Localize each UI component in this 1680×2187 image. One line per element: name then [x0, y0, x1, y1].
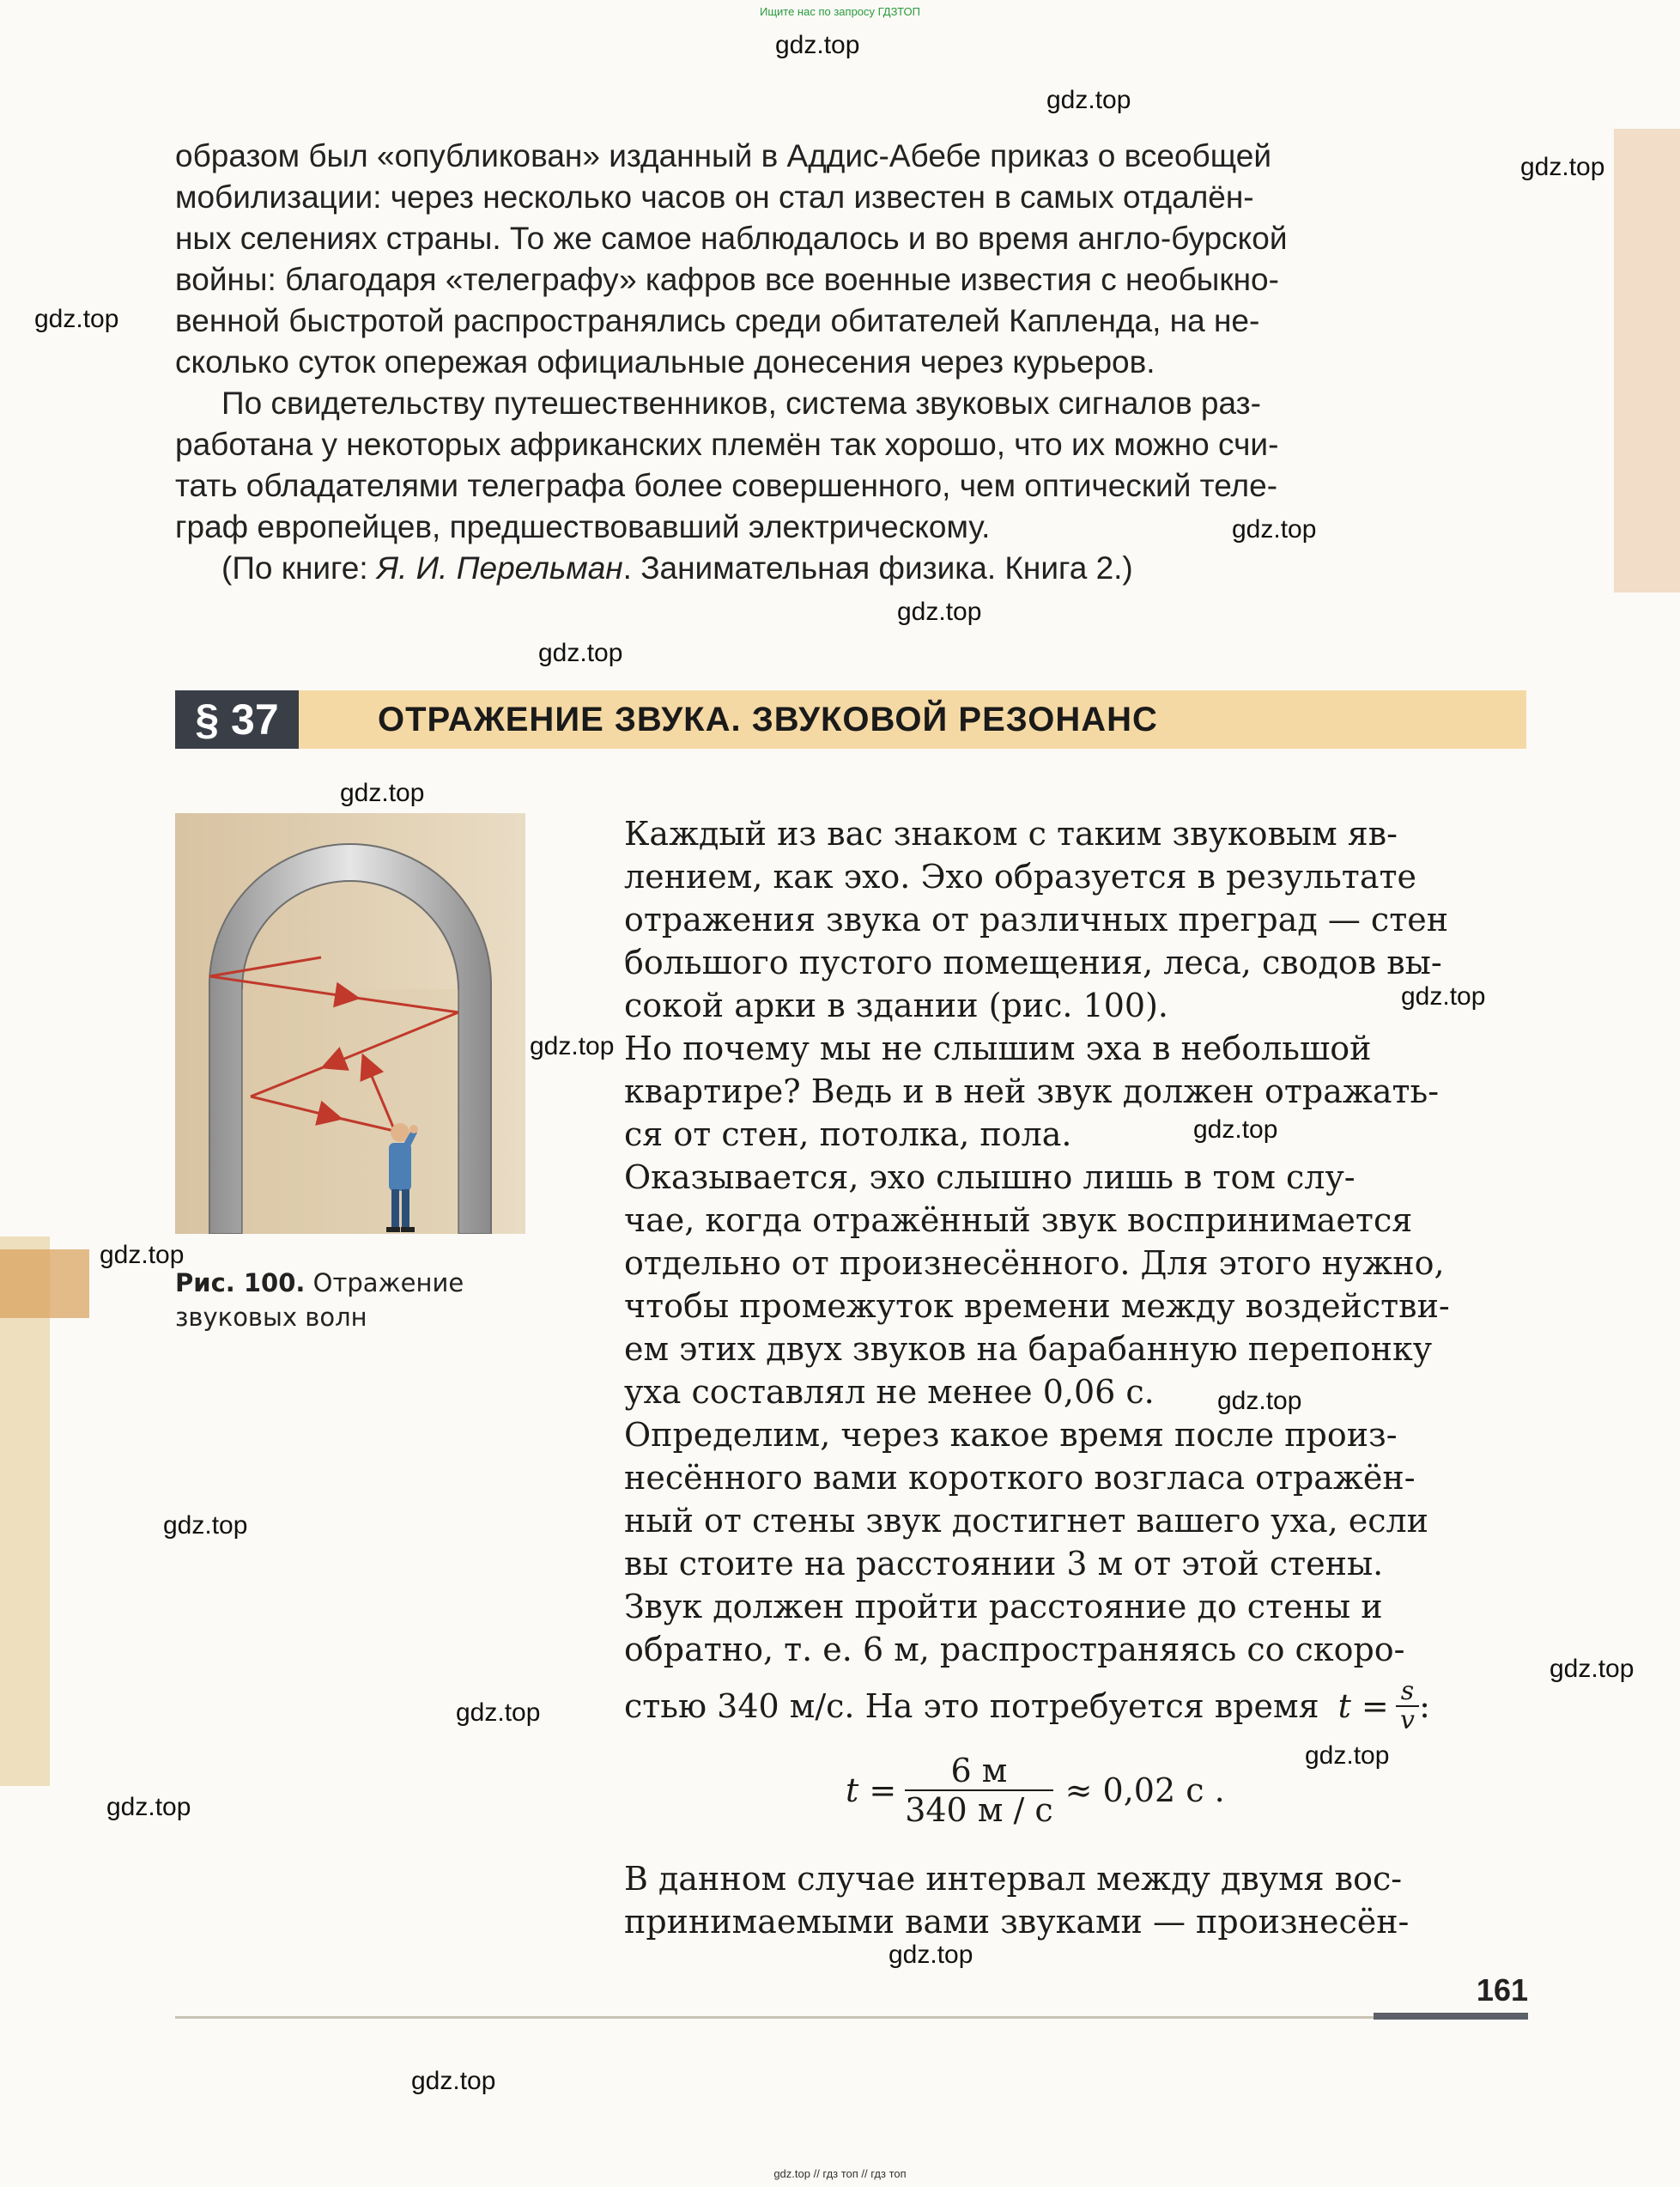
- watermark-text: gdz.top: [1401, 982, 1486, 1011]
- watermark-text: gdz.top: [34, 305, 119, 333]
- watermark-text: gdz.top: [456, 1698, 541, 1727]
- intro-line: граф европейцев, предшествовавший электрическому.: [175, 509, 991, 544]
- watermark-text: gdz.top: [1193, 1115, 1278, 1144]
- body-line: сокой арки в здании (рис. 100).: [624, 987, 1168, 1024]
- body-line: Звук должен пройти расстояние до стены и: [624, 1588, 1383, 1625]
- display-formula: [846, 1747, 1225, 1833]
- body-line: ем этих двух звуков на барабанную перепонку: [624, 1330, 1433, 1368]
- body-line: Каждый из вас знаком с таким звуковым яв-: [624, 815, 1398, 853]
- bottom-note: gdz.top // гдз топ // гдз топ: [773, 2167, 907, 2180]
- watermark-text: gdz.top: [1217, 1387, 1302, 1415]
- watermark-text: gdz.top: [106, 1793, 191, 1821]
- left-edge-tint: [0, 1236, 50, 1786]
- figure-arch-echo: [175, 813, 525, 1234]
- figure-caption: [175, 1266, 536, 1334]
- body-line: чае, когда отражённый звук воспринимается: [624, 1201, 1413, 1239]
- section-title: ОТРАЖЕНИЕ ЗВУКА. ЗВУКОВОЙ РЕЗОНАНС: [378, 701, 1158, 738]
- intro-paragraphs: [175, 136, 1288, 589]
- body-line: квартире? Ведь и в ней звук должен отражать-: [624, 1072, 1440, 1110]
- body-line: принимаемыми вами звуками — произнесён-: [624, 1903, 1410, 1941]
- watermark-text: gdz.top: [1232, 515, 1317, 544]
- formula2-lhs: t =: [846, 1771, 897, 1809]
- body-line: ся от стен, потолка, пола.: [624, 1115, 1072, 1153]
- watermark-text: gdz.top: [1520, 153, 1605, 181]
- watermark-text: gdz.top: [1046, 86, 1131, 114]
- body-line: ный от стены звук достигнет вашего уха, если: [624, 1502, 1429, 1540]
- watermark-text: gdz.top: [889, 1941, 973, 1969]
- watermark-text: gdz.top: [163, 1511, 248, 1540]
- caption-text: звуковых волн: [175, 1303, 367, 1332]
- body-paragraphs: [624, 812, 1450, 1671]
- formula1-lhs: t =: [1337, 1687, 1389, 1725]
- caption-text: Отражение: [305, 1268, 464, 1297]
- footer-rule-accent: [1374, 2013, 1528, 2020]
- watermark-text: gdz.top: [530, 1032, 615, 1060]
- body-line: уха составлял не менее 0,06 с.: [624, 1373, 1155, 1411]
- intro-line: сколько суток опережая официальные донесения через курьеров.: [175, 344, 1155, 380]
- watermark-text: gdz.top: [775, 31, 860, 59]
- formula2-fraction: [905, 1752, 1052, 1829]
- body-line: несённого вами короткого возгласа отражён-: [624, 1459, 1416, 1497]
- formula1-fraction: [1396, 1678, 1419, 1734]
- watermark-text: gdz.top: [100, 1241, 185, 1269]
- section-number: § 37: [175, 690, 299, 749]
- body-last-paragraph: [624, 1857, 1409, 1943]
- figure-label: Рис. 100.: [175, 1268, 306, 1297]
- citation-prefix: (По книге:: [221, 550, 377, 586]
- watermark-text: gdz.top: [1550, 1655, 1635, 1683]
- body-line: чтобы промежуток времени между воздействи-: [624, 1287, 1450, 1325]
- formula2-numerator: 6 м: [905, 1752, 1052, 1791]
- watermark-text: gdz.top: [411, 2067, 496, 2095]
- body-line: Определим, через какое время после произ-: [624, 1416, 1398, 1454]
- watermark-text: gdz.top: [1305, 1741, 1390, 1770]
- arch-illustration: [175, 813, 525, 1234]
- intro-line: По свидетельству путешественников, система звуковых сигналов раз-: [221, 386, 1261, 421]
- body-line: Но почему мы не слышим эха в небольшой: [624, 1030, 1372, 1067]
- intro-line: работана у некоторых африканских племён так хорошо, что их можно счи-: [175, 427, 1279, 462]
- watermark-text: gdz.top: [340, 779, 425, 807]
- formula1-numerator: s: [1396, 1678, 1419, 1707]
- body-line: обратно, т. е. 6 м, распространяясь со скоро-: [624, 1631, 1405, 1668]
- intro-line: войны: благодаря «телеграфу» кафров все военные известия с необыкно-: [175, 262, 1279, 297]
- body-line: лением, как эхо. Эхо образуется в результате: [624, 858, 1416, 896]
- page-number: 161: [1476, 1972, 1528, 2008]
- intro-line: образом был «опубликован» изданный в Аддис-Абебе приказ о всеобщей: [175, 138, 1272, 173]
- intro-line: тать обладателями телеграфа более совершенного, чем оптический теле-: [175, 468, 1278, 503]
- watermark-text: gdz.top: [897, 598, 982, 626]
- body-line: вы стоите на расстоянии 3 м от этой стены.: [624, 1545, 1384, 1583]
- body-line: отдельно от произнесённого. Для этого нужно,: [624, 1244, 1445, 1282]
- intro-line: ных селениях страны. То же самое наблюдалось и во время англо-бурской: [175, 221, 1288, 256]
- watermark-text: gdz.top: [538, 639, 623, 667]
- left-edge-tab: [0, 1249, 89, 1318]
- right-edge-tint: [1614, 129, 1680, 592]
- footer-rule: [175, 2016, 1528, 2019]
- intro-line: венной быстротой распространялись среди обитателей Капленда, на не-: [175, 303, 1260, 338]
- body-line: большого пустого помещения, леса, сводов вы-: [624, 944, 1442, 981]
- citation: [175, 548, 1288, 589]
- body-line: В данном случае интервал между двумя вос-: [624, 1860, 1403, 1898]
- intro-line: мобилизации: через несколько часов он стал известен в самых отдалён-: [175, 179, 1254, 215]
- formula2-rhs: ≈ 0,02 с .: [1064, 1771, 1225, 1809]
- speed-text: стью 340 м/с. На это потребуется время: [624, 1687, 1319, 1725]
- citation-suffix: . Занимательная физика. Книга 2.): [622, 550, 1133, 586]
- formula1-denominator: v: [1399, 1705, 1415, 1735]
- body-line: отражения звука от различных преград — стен: [624, 901, 1449, 939]
- formula1-end: :: [1419, 1687, 1430, 1725]
- speed-line: [624, 1676, 1430, 1736]
- body-line: Оказывается, эхо слышно лишь в том слу-: [624, 1158, 1356, 1196]
- formula2-denominator: 340 м / с: [905, 1791, 1053, 1829]
- top-search-note: Ищите нас по запросу ГДЗТОП: [759, 5, 920, 18]
- citation-author: Я. И. Перельман: [376, 550, 623, 586]
